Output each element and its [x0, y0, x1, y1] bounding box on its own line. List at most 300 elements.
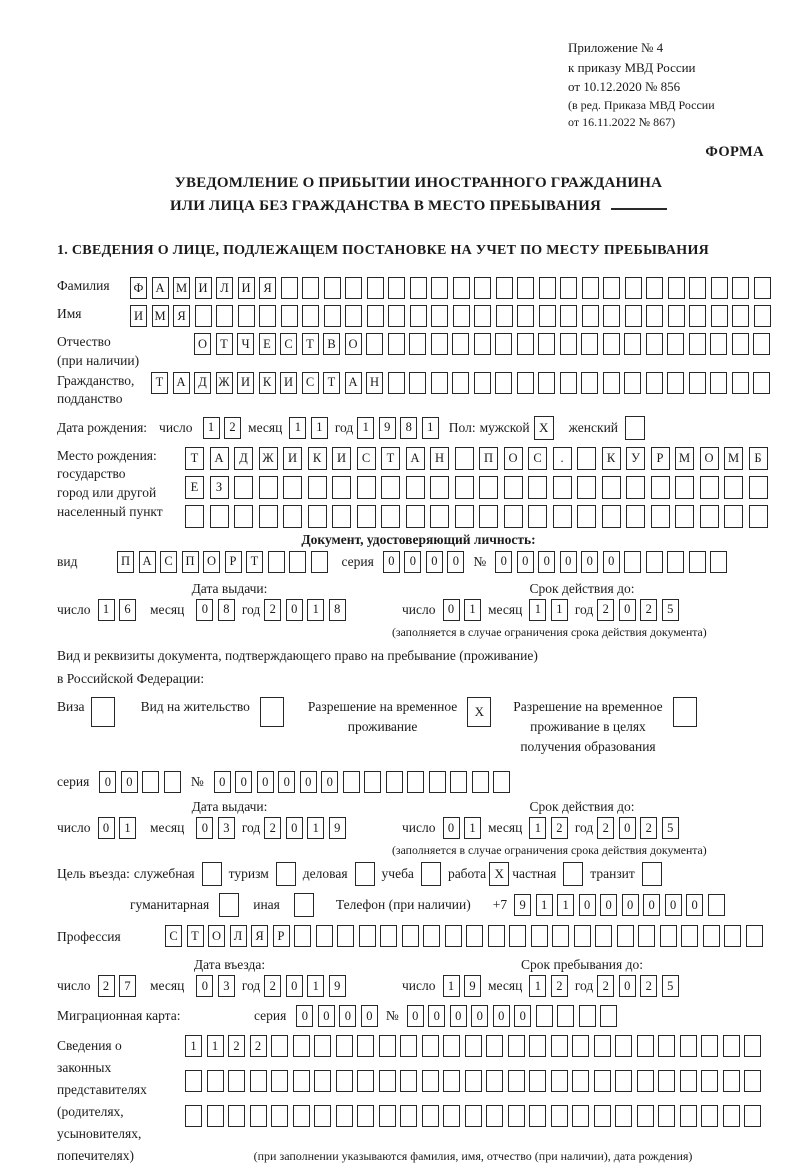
char-cell[interactable]: [700, 505, 719, 528]
char-cell[interactable]: [517, 333, 534, 355]
char-cell[interactable]: [732, 277, 749, 299]
purpose-transit-checkbox[interactable]: [642, 862, 662, 886]
char-cell[interactable]: [366, 333, 383, 355]
char-cell[interactable]: [332, 476, 351, 499]
char-cell[interactable]: 1: [529, 975, 546, 997]
char-cell[interactable]: [553, 505, 572, 528]
char-cell[interactable]: 7: [119, 975, 136, 997]
char-cell[interactable]: У: [626, 447, 645, 470]
char-cell[interactable]: [379, 1105, 396, 1127]
char-cell[interactable]: [445, 925, 462, 947]
char-cell[interactable]: [324, 305, 341, 327]
char-cell[interactable]: 2: [640, 817, 657, 839]
char-cell[interactable]: 0: [560, 551, 577, 573]
char-cell[interactable]: [314, 1035, 331, 1057]
char-cell[interactable]: 3: [218, 975, 235, 997]
char-cell[interactable]: [701, 1035, 718, 1057]
char-cell[interactable]: 3: [218, 817, 235, 839]
char-cell[interactable]: М: [724, 447, 743, 470]
char-cell[interactable]: 1: [557, 894, 574, 916]
char-cell[interactable]: [732, 305, 749, 327]
char-cell[interactable]: 2: [228, 1035, 245, 1057]
char-cell[interactable]: [675, 505, 694, 528]
char-cell[interactable]: 1: [536, 894, 553, 916]
char-cell[interactable]: [238, 305, 255, 327]
char-cell[interactable]: [423, 925, 440, 947]
char-cell[interactable]: [749, 476, 768, 499]
char-cell[interactable]: [637, 1035, 654, 1057]
char-cell[interactable]: [617, 925, 634, 947]
char-cell[interactable]: [710, 551, 727, 573]
char-cell[interactable]: [581, 372, 598, 394]
char-cell[interactable]: [410, 277, 427, 299]
char-cell[interactable]: [431, 277, 448, 299]
purpose-work-checkbox[interactable]: X: [489, 862, 509, 886]
char-cell[interactable]: [638, 925, 655, 947]
char-cell[interactable]: 9: [514, 894, 531, 916]
char-cell[interactable]: [293, 1035, 310, 1057]
char-cell[interactable]: [660, 925, 677, 947]
char-cell[interactable]: 0: [300, 771, 317, 793]
char-cell[interactable]: 0: [321, 771, 338, 793]
char-cell[interactable]: [582, 305, 599, 327]
char-cell[interactable]: [689, 277, 706, 299]
char-cell[interactable]: Д: [194, 372, 211, 394]
char-cell[interactable]: 0: [286, 599, 303, 621]
char-cell[interactable]: [422, 1105, 439, 1127]
char-cell[interactable]: Т: [187, 925, 204, 947]
char-cell[interactable]: Ч: [237, 333, 254, 355]
char-cell[interactable]: 0: [619, 817, 636, 839]
char-cell[interactable]: [388, 333, 405, 355]
char-cell[interactable]: [406, 476, 425, 499]
char-cell[interactable]: [732, 333, 749, 355]
char-cell[interactable]: [283, 476, 302, 499]
char-cell[interactable]: [624, 372, 641, 394]
char-cell[interactable]: [453, 305, 470, 327]
char-cell[interactable]: М: [152, 305, 169, 327]
char-cell[interactable]: [557, 1005, 574, 1027]
char-cell[interactable]: [455, 505, 474, 528]
char-cell[interactable]: [388, 372, 405, 394]
char-cell[interactable]: [689, 551, 706, 573]
char-cell[interactable]: [582, 277, 599, 299]
char-cell[interactable]: 8: [218, 599, 235, 621]
char-cell[interactable]: [259, 305, 276, 327]
char-cell[interactable]: 0: [495, 551, 512, 573]
female-checkbox[interactable]: [625, 416, 645, 440]
char-cell[interactable]: [551, 1105, 568, 1127]
char-cell[interactable]: [429, 771, 446, 793]
char-cell[interactable]: Ф: [130, 277, 147, 299]
char-cell[interactable]: [594, 1105, 611, 1127]
char-cell[interactable]: И: [238, 277, 255, 299]
char-cell[interactable]: [422, 1035, 439, 1057]
char-cell[interactable]: [553, 476, 572, 499]
char-cell[interactable]: О: [194, 333, 211, 355]
char-cell[interactable]: [637, 1070, 654, 1092]
char-cell[interactable]: [431, 333, 448, 355]
char-cell[interactable]: С: [357, 447, 376, 470]
char-cell[interactable]: [552, 925, 569, 947]
char-cell[interactable]: [474, 305, 491, 327]
char-cell[interactable]: [316, 925, 333, 947]
char-cell[interactable]: [345, 305, 362, 327]
char-cell[interactable]: [625, 277, 642, 299]
char-cell[interactable]: [711, 305, 728, 327]
char-cell[interactable]: [615, 1070, 632, 1092]
char-cell[interactable]: [602, 505, 621, 528]
char-cell[interactable]: 0: [235, 771, 252, 793]
char-cell[interactable]: [357, 476, 376, 499]
char-cell[interactable]: [594, 1035, 611, 1057]
char-cell[interactable]: Е: [259, 333, 276, 355]
char-cell[interactable]: [228, 1105, 245, 1127]
char-cell[interactable]: [210, 505, 229, 528]
char-cell[interactable]: [336, 1035, 353, 1057]
char-cell[interactable]: [343, 771, 360, 793]
char-cell[interactable]: [308, 476, 327, 499]
char-cell[interactable]: 2: [597, 975, 614, 997]
char-cell[interactable]: [531, 925, 548, 947]
char-cell[interactable]: [486, 1035, 503, 1057]
char-cell[interactable]: [749, 505, 768, 528]
char-cell[interactable]: [517, 372, 534, 394]
char-cell[interactable]: [400, 1070, 417, 1092]
char-cell[interactable]: 1: [203, 417, 220, 439]
char-cell[interactable]: С: [160, 551, 177, 573]
char-cell[interactable]: [615, 1105, 632, 1127]
temp-residence-edu-checkbox[interactable]: [673, 697, 697, 727]
char-cell[interactable]: 9: [464, 975, 481, 997]
char-cell[interactable]: Т: [151, 372, 168, 394]
char-cell[interactable]: Т: [185, 447, 204, 470]
char-cell[interactable]: О: [208, 925, 225, 947]
char-cell[interactable]: 1: [443, 975, 460, 997]
char-cell[interactable]: [337, 925, 354, 947]
char-cell[interactable]: [517, 277, 534, 299]
char-cell[interactable]: [504, 476, 523, 499]
char-cell[interactable]: [574, 925, 591, 947]
char-cell[interactable]: [577, 476, 596, 499]
temp-residence-checkbox[interactable]: X: [467, 697, 491, 727]
char-cell[interactable]: Н: [430, 447, 449, 470]
char-cell[interactable]: 9: [379, 417, 396, 439]
char-cell[interactable]: Я: [173, 305, 190, 327]
char-cell[interactable]: Р: [651, 447, 670, 470]
char-cell[interactable]: 0: [443, 599, 460, 621]
char-cell[interactable]: 5: [662, 599, 679, 621]
char-cell[interactable]: [324, 277, 341, 299]
char-cell[interactable]: 0: [404, 551, 421, 573]
char-cell[interactable]: 0: [619, 599, 636, 621]
char-cell[interactable]: [603, 305, 620, 327]
char-cell[interactable]: [711, 277, 728, 299]
char-cell[interactable]: [388, 277, 405, 299]
char-cell[interactable]: [314, 1070, 331, 1092]
char-cell[interactable]: [723, 1070, 740, 1092]
char-cell[interactable]: Ж: [216, 372, 233, 394]
char-cell[interactable]: Л: [216, 277, 233, 299]
char-cell[interactable]: 0: [99, 771, 116, 793]
char-cell[interactable]: [367, 305, 384, 327]
char-cell[interactable]: [624, 551, 641, 573]
char-cell[interactable]: О: [700, 447, 719, 470]
char-cell[interactable]: [357, 1105, 374, 1127]
char-cell[interactable]: [572, 1070, 589, 1092]
char-cell[interactable]: 0: [428, 1005, 445, 1027]
char-cell[interactable]: [486, 1070, 503, 1092]
char-cell[interactable]: .: [553, 447, 572, 470]
char-cell[interactable]: [271, 1035, 288, 1057]
char-cell[interactable]: [651, 505, 670, 528]
char-cell[interactable]: [701, 1105, 718, 1127]
char-cell[interactable]: [400, 1105, 417, 1127]
purpose-humanitarian-checkbox[interactable]: [219, 893, 239, 917]
char-cell[interactable]: 2: [224, 417, 241, 439]
char-cell[interactable]: [723, 1035, 740, 1057]
char-cell[interactable]: 2: [264, 599, 281, 621]
char-cell[interactable]: И: [332, 447, 351, 470]
char-cell[interactable]: [668, 305, 685, 327]
char-cell[interactable]: [250, 1070, 267, 1092]
char-cell[interactable]: 0: [361, 1005, 378, 1027]
char-cell[interactable]: [615, 1035, 632, 1057]
char-cell[interactable]: [528, 476, 547, 499]
char-cell[interactable]: [410, 305, 427, 327]
char-cell[interactable]: И: [237, 372, 254, 394]
char-cell[interactable]: А: [152, 277, 169, 299]
char-cell[interactable]: [744, 1070, 761, 1092]
char-cell[interactable]: Т: [302, 333, 319, 355]
char-cell[interactable]: 0: [493, 1005, 510, 1027]
char-cell[interactable]: А: [406, 447, 425, 470]
char-cell[interactable]: [626, 476, 645, 499]
char-cell[interactable]: [509, 925, 526, 947]
char-cell[interactable]: 1: [551, 599, 568, 621]
char-cell[interactable]: [508, 1070, 525, 1092]
char-cell[interactable]: [495, 333, 512, 355]
char-cell[interactable]: [431, 305, 448, 327]
char-cell[interactable]: Р: [225, 551, 242, 573]
char-cell[interactable]: О: [203, 551, 220, 573]
char-cell[interactable]: [675, 476, 694, 499]
char-cell[interactable]: [724, 925, 741, 947]
char-cell[interactable]: [646, 333, 663, 355]
char-cell[interactable]: 0: [603, 551, 620, 573]
char-cell[interactable]: Б: [749, 447, 768, 470]
char-cell[interactable]: 0: [600, 894, 617, 916]
char-cell[interactable]: [379, 1035, 396, 1057]
char-cell[interactable]: [551, 1070, 568, 1092]
char-cell[interactable]: [443, 1105, 460, 1127]
char-cell[interactable]: [271, 1070, 288, 1092]
char-cell[interactable]: 9: [329, 975, 346, 997]
char-cell[interactable]: 2: [551, 975, 568, 997]
char-cell[interactable]: [234, 505, 253, 528]
purpose-business-checkbox[interactable]: [355, 862, 375, 886]
char-cell[interactable]: 1: [207, 1035, 224, 1057]
char-cell[interactable]: [625, 305, 642, 327]
char-cell[interactable]: [422, 1070, 439, 1092]
char-cell[interactable]: [529, 1035, 546, 1057]
char-cell[interactable]: [455, 447, 474, 470]
char-cell[interactable]: [754, 277, 771, 299]
char-cell[interactable]: [406, 505, 425, 528]
char-cell[interactable]: [452, 372, 469, 394]
char-cell[interactable]: К: [602, 447, 621, 470]
char-cell[interactable]: [402, 925, 419, 947]
char-cell[interactable]: [164, 771, 181, 793]
char-cell[interactable]: [207, 1105, 224, 1127]
char-cell[interactable]: [314, 1105, 331, 1127]
char-cell[interactable]: [381, 505, 400, 528]
char-cell[interactable]: 2: [250, 1035, 267, 1057]
char-cell[interactable]: [293, 1070, 310, 1092]
char-cell[interactable]: [216, 305, 233, 327]
char-cell[interactable]: 0: [579, 894, 596, 916]
char-cell[interactable]: [708, 894, 725, 916]
char-cell[interactable]: [572, 1105, 589, 1127]
char-cell[interactable]: А: [345, 372, 362, 394]
char-cell[interactable]: [667, 551, 684, 573]
char-cell[interactable]: [493, 771, 510, 793]
char-cell[interactable]: [551, 1035, 568, 1057]
char-cell[interactable]: [624, 333, 641, 355]
char-cell[interactable]: [646, 551, 663, 573]
char-cell[interactable]: [667, 372, 684, 394]
char-cell[interactable]: [746, 925, 763, 947]
char-cell[interactable]: [450, 771, 467, 793]
char-cell[interactable]: [465, 1105, 482, 1127]
char-cell[interactable]: [294, 925, 311, 947]
char-cell[interactable]: [185, 1105, 202, 1127]
char-cell[interactable]: [400, 1035, 417, 1057]
char-cell[interactable]: 0: [619, 975, 636, 997]
char-cell[interactable]: 0: [383, 551, 400, 573]
char-cell[interactable]: 1: [422, 417, 439, 439]
char-cell[interactable]: [680, 1105, 697, 1127]
purpose-other-checkbox[interactable]: [294, 893, 314, 917]
char-cell[interactable]: 5: [662, 817, 679, 839]
char-cell[interactable]: [496, 277, 513, 299]
char-cell[interactable]: С: [528, 447, 547, 470]
char-cell[interactable]: [289, 551, 306, 573]
char-cell[interactable]: 0: [407, 1005, 424, 1027]
char-cell[interactable]: 0: [214, 771, 231, 793]
char-cell[interactable]: [281, 277, 298, 299]
char-cell[interactable]: 0: [278, 771, 295, 793]
char-cell[interactable]: 1: [529, 817, 546, 839]
char-cell[interactable]: [602, 476, 621, 499]
char-cell[interactable]: [465, 1070, 482, 1092]
char-cell[interactable]: 0: [665, 894, 682, 916]
char-cell[interactable]: [380, 925, 397, 947]
char-cell[interactable]: [646, 372, 663, 394]
char-cell[interactable]: [560, 305, 577, 327]
char-cell[interactable]: П: [117, 551, 134, 573]
char-cell[interactable]: [689, 305, 706, 327]
char-cell[interactable]: [710, 333, 727, 355]
char-cell[interactable]: 0: [286, 817, 303, 839]
char-cell[interactable]: 8: [400, 417, 417, 439]
char-cell[interactable]: [577, 447, 596, 470]
char-cell[interactable]: [603, 372, 620, 394]
char-cell[interactable]: [259, 505, 278, 528]
char-cell[interactable]: [453, 277, 470, 299]
char-cell[interactable]: 1: [464, 599, 481, 621]
char-cell[interactable]: [744, 1105, 761, 1127]
purpose-tourism-checkbox[interactable]: [276, 862, 296, 886]
char-cell[interactable]: [508, 1105, 525, 1127]
char-cell[interactable]: [528, 505, 547, 528]
char-cell[interactable]: 1: [307, 599, 324, 621]
char-cell[interactable]: В: [323, 333, 340, 355]
char-cell[interactable]: Р: [273, 925, 290, 947]
char-cell[interactable]: 1: [357, 417, 374, 439]
char-cell[interactable]: [283, 505, 302, 528]
char-cell[interactable]: И: [130, 305, 147, 327]
char-cell[interactable]: [431, 372, 448, 394]
char-cell[interactable]: [452, 333, 469, 355]
char-cell[interactable]: 0: [443, 817, 460, 839]
char-cell[interactable]: [359, 925, 376, 947]
char-cell[interactable]: [681, 925, 698, 947]
char-cell[interactable]: 1: [185, 1035, 202, 1057]
char-cell[interactable]: [700, 476, 719, 499]
char-cell[interactable]: [529, 1105, 546, 1127]
char-cell[interactable]: 0: [622, 894, 639, 916]
char-cell[interactable]: [658, 1035, 675, 1057]
char-cell[interactable]: 0: [296, 1005, 313, 1027]
char-cell[interactable]: 0: [196, 817, 213, 839]
char-cell[interactable]: [332, 505, 351, 528]
char-cell[interactable]: [703, 925, 720, 947]
char-cell[interactable]: [379, 1070, 396, 1092]
char-cell[interactable]: [388, 305, 405, 327]
char-cell[interactable]: [207, 1070, 224, 1092]
char-cell[interactable]: О: [345, 333, 362, 355]
char-cell[interactable]: 1: [98, 599, 115, 621]
char-cell[interactable]: [754, 305, 771, 327]
char-cell[interactable]: [538, 372, 555, 394]
char-cell[interactable]: [357, 1035, 374, 1057]
char-cell[interactable]: [472, 771, 489, 793]
char-cell[interactable]: [651, 476, 670, 499]
char-cell[interactable]: Д: [234, 447, 253, 470]
char-cell[interactable]: Н: [366, 372, 383, 394]
char-cell[interactable]: 0: [339, 1005, 356, 1027]
char-cell[interactable]: [603, 277, 620, 299]
char-cell[interactable]: 0: [514, 1005, 531, 1027]
char-cell[interactable]: [646, 305, 663, 327]
char-cell[interactable]: А: [210, 447, 229, 470]
char-cell[interactable]: С: [165, 925, 182, 947]
char-cell[interactable]: М: [173, 277, 190, 299]
char-cell[interactable]: 2: [98, 975, 115, 997]
char-cell[interactable]: [386, 771, 403, 793]
char-cell[interactable]: [430, 476, 449, 499]
char-cell[interactable]: [465, 1035, 482, 1057]
residence-permit-checkbox[interactable]: [260, 697, 284, 727]
char-cell[interactable]: 2: [640, 975, 657, 997]
char-cell[interactable]: [581, 333, 598, 355]
char-cell[interactable]: [336, 1105, 353, 1127]
char-cell[interactable]: 0: [450, 1005, 467, 1027]
char-cell[interactable]: [271, 1105, 288, 1127]
char-cell[interactable]: И: [283, 447, 302, 470]
char-cell[interactable]: И: [280, 372, 297, 394]
